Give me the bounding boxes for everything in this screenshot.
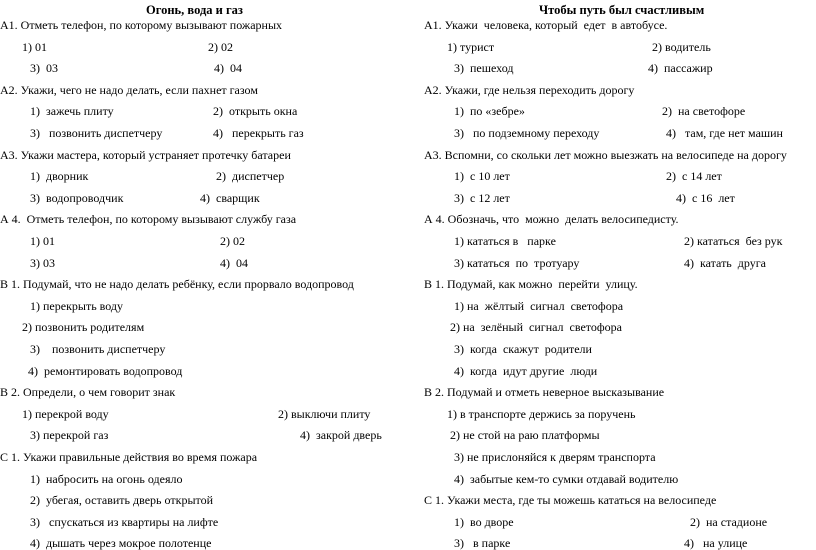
- right-answer-option: 1) по «зебре»: [454, 104, 525, 119]
- left-answer-option: 3) позвонить диспетчеру: [30, 126, 163, 140]
- right-question-text: В 2. Подумай и отметь неверное высказывание: [424, 385, 665, 400]
- right-worksheet-column: [410, 0, 816, 548]
- right-answer-option: 2) с 14 лет: [666, 169, 722, 184]
- right-question-text: А 4. Обозначь, что можно делать велосипедисту.: [424, 212, 679, 227]
- right-answer-option: 4) когда идут другие люди: [454, 363, 598, 378]
- right-question-text: А3. Вспомни, со скольки лет можно выезжать на велосипеде на дорогу: [424, 147, 787, 162]
- left-answer-option: 2) 02: [208, 39, 233, 54]
- left-answer-option: 2) выключи плиту: [278, 406, 371, 421]
- right-answer-option: 1) кататься в парке: [454, 234, 556, 248]
- right-answer-option: 4) забытые кем-то сумки отдавай водителю: [454, 471, 679, 486]
- left-answer-option: 3) перекрой газ: [30, 428, 109, 443]
- right-answer-option: 3) в парке: [454, 536, 511, 550]
- left-answer-option: 1) 01: [30, 234, 55, 248]
- left-question-text: А3. Укажи мастера, который устраняет протечку батареи: [0, 147, 291, 162]
- right-question-text: А2. Укажи, где нельзя переходить дорогу: [424, 82, 635, 97]
- right-answer-option: 1) на жёлтый сигнал светофора: [454, 298, 624, 313]
- right-answer-option: 3) не прислоняйся к дверям транспорта: [454, 450, 656, 464]
- right-answer-option: 2) на светофоре: [662, 104, 746, 119]
- left-question-text: А1. Отметь телефон, по которому вызывают пожарных: [0, 18, 283, 32]
- left-answer-option: 4) ремонтировать водопровод: [28, 363, 183, 378]
- right-answer-option: 4) катать друга: [684, 255, 766, 270]
- right-column-title: Чтобы путь был счастливым: [539, 3, 705, 17]
- right-answer-option: 1) с 10 лет: [454, 169, 510, 184]
- right-answer-option: 4) на улице: [684, 536, 748, 550]
- left-question-text: С 1. Укажи правильные действия во время пожара: [0, 450, 258, 464]
- left-answer-option: 3) водопроводчик: [30, 190, 124, 205]
- right-answer-option: 1) в транспорте держись за поручень: [447, 406, 636, 421]
- left-answer-option: 3) спускаться из квартиры на лифте: [30, 514, 219, 529]
- right-question-text: С 1. Укажи места, где ты можешь кататься на велосипеде: [424, 493, 717, 508]
- left-question-text: В 1. Подумай, что не надо делать ребёнку, если прорвало водопровод: [0, 277, 354, 292]
- right-answer-option: 3) когда скажут родители: [454, 342, 592, 356]
- left-answer-option: 3) 03: [30, 255, 55, 270]
- left-answer-option: 1) перекрыть воду: [30, 298, 124, 313]
- right-answer-option: 3) по подземному переходу: [454, 126, 600, 140]
- right-answer-option: 2) не стой на раю платформы: [450, 428, 600, 443]
- right-answer-option: 1) турист: [447, 39, 495, 54]
- right-answer-option: 4) там, где нет машин: [666, 126, 783, 140]
- right-question-text: А1. Укажи человека, который едет в автобусе.: [424, 18, 668, 32]
- left-answer-option: 1) зажечь плиту: [30, 104, 114, 119]
- left-answer-option: 1) набросить на огонь одеяло: [30, 471, 183, 486]
- left-answer-option: 4) закрой дверь: [300, 428, 382, 443]
- right-answer-option: 2) водитель: [652, 39, 711, 54]
- left-answer-option: 3) 03: [30, 61, 58, 76]
- right-answer-option: 3) кататься по тротуару: [454, 255, 580, 270]
- left-answer-option: 4) 04: [220, 255, 248, 270]
- left-answer-option: 3) позвонить диспетчеру: [30, 342, 166, 356]
- left-answer-option: 2) позвонить родителям: [22, 320, 145, 335]
- left-answer-option: 2) убегая, оставить дверь открытой: [30, 493, 214, 508]
- right-question-text: В 1. Подумай, как можно перейти улицу.: [424, 277, 638, 292]
- left-question-text: В 2. Определи, о чем говорит знак: [0, 385, 176, 400]
- left-question-text: А 4. Отметь телефон, по которому вызывают службу газа: [0, 212, 297, 227]
- left-answer-option: 2) открыть окна: [213, 104, 298, 119]
- right-answer-option: 4) с 16 лет: [676, 190, 735, 205]
- left-answer-option: 4) перекрыть газ: [213, 126, 304, 140]
- right-answer-option: 4) пассажир: [648, 61, 713, 76]
- left-answer-option: 2) 02: [220, 234, 245, 248]
- left-answer-option: 2) диспетчер: [216, 169, 285, 184]
- right-answer-option: 3) пешеход: [454, 61, 514, 76]
- left-answer-option: 1) дворник: [30, 169, 89, 184]
- left-answer-option: 4) дышать через мокрое полотенце: [30, 536, 212, 550]
- right-answer-option: 2) на стадионе: [690, 514, 768, 529]
- right-answer-option: 2) на зелёный сигнал светофора: [450, 320, 622, 335]
- left-answer-option: 4) сварщик: [200, 190, 260, 205]
- left-question-text: А2. Укажи, чего не надо делать, если пахнет газом: [0, 82, 258, 97]
- left-answer-option: 1) перекрой воду: [22, 406, 109, 421]
- right-answer-option: 1) во дворе: [454, 514, 514, 529]
- right-answer-option: 3) с 12 лет: [454, 190, 510, 205]
- left-column-title: Огонь, вода и газ: [146, 3, 243, 17]
- left-answer-option: 1) 01: [22, 39, 47, 54]
- left-answer-option: 4) 04: [214, 61, 242, 76]
- right-answer-option: 2) кататься без рук: [684, 234, 783, 248]
